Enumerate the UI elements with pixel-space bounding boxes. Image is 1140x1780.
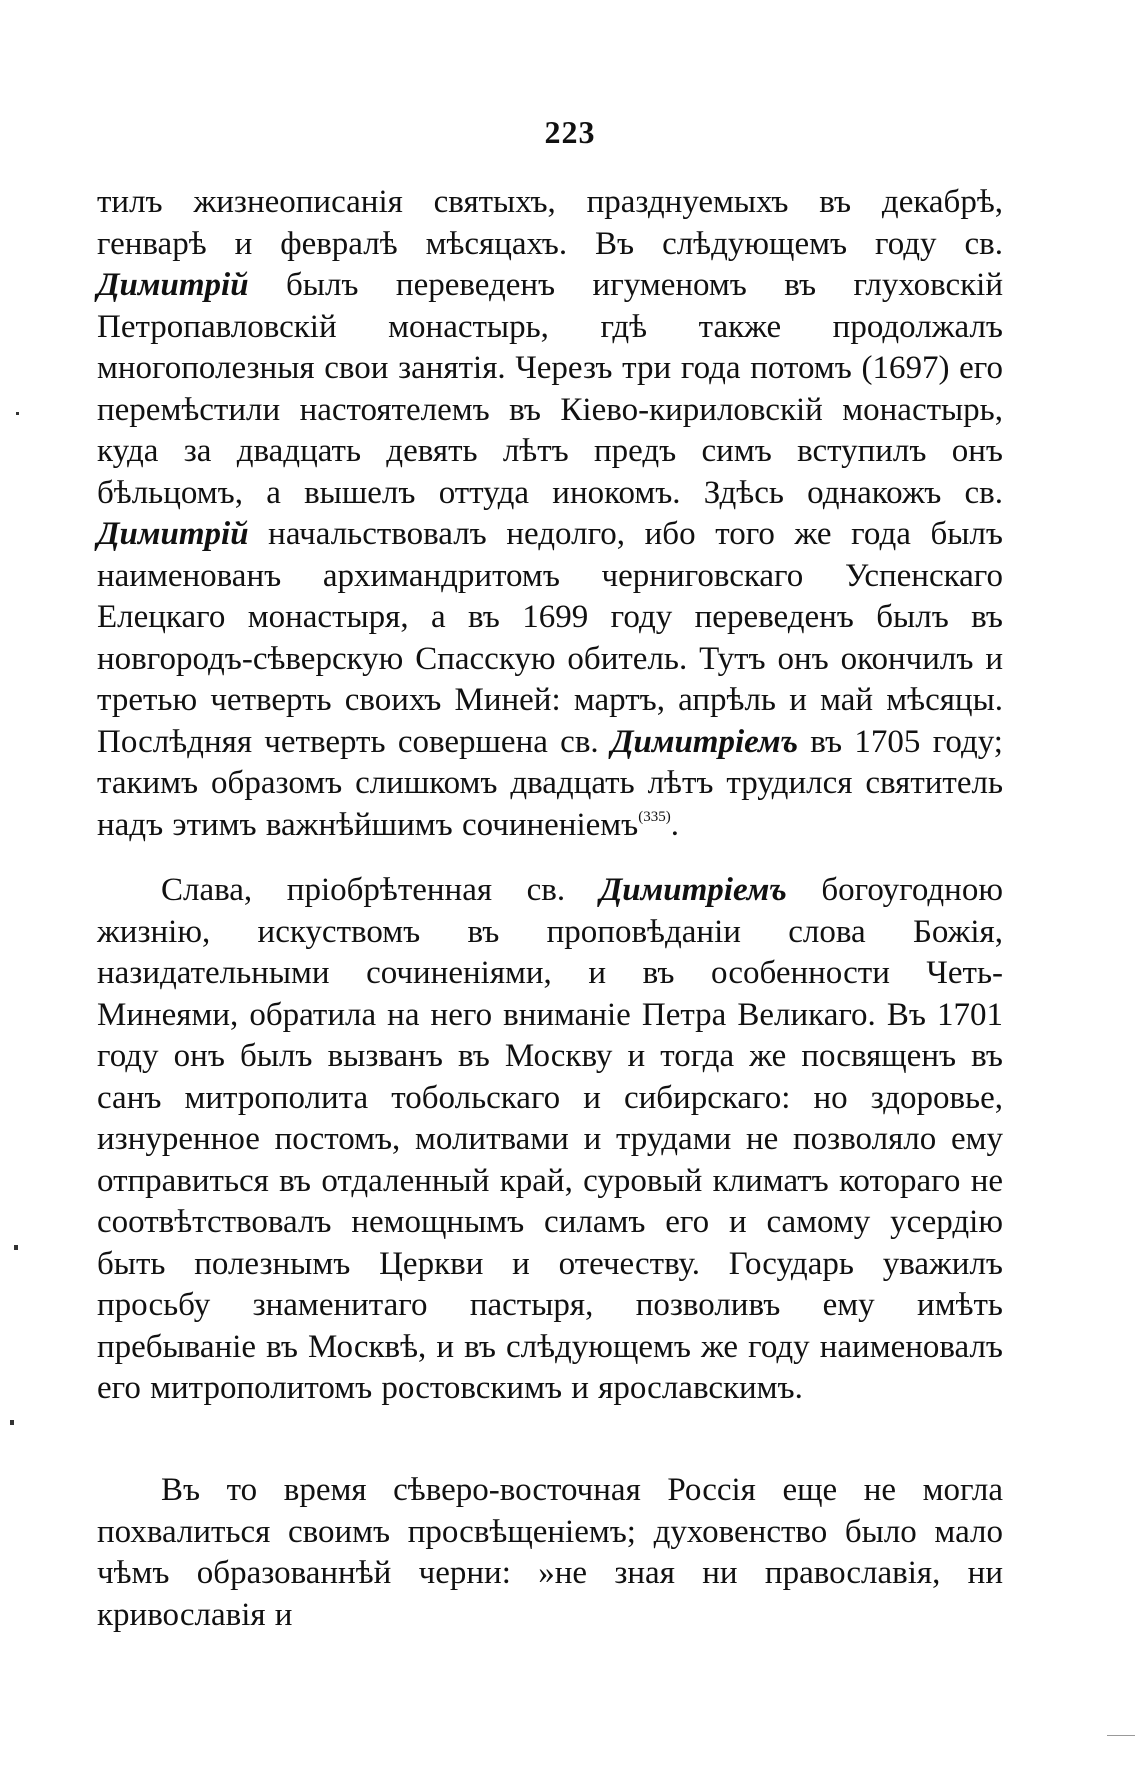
paragraph-1-text-2: былъ переведенъ игуменомъ въ глуховскій Петропавловскій монастырь, гдѣ также продолжалъ многополезныя свои занятія. Черезъ три года потомъ (1697) его перемѣстили настоятелемъ въ Кіево-кириловскій монастырь, куда за двадцать девять лѣтъ предъ симъ вступилъ онъ бѣльцомъ, а вышелъ оттуда инокомъ. Здѣсь однакожъ св. — [97, 267, 1003, 511]
scan-speck-2 — [14, 1245, 18, 1250]
paragraph-2-name-1: Димитріемъ — [599, 872, 787, 908]
scan-speck-3 — [10, 1420, 14, 1425]
paragraph-3-text-1: Въ то время сѣверо-восточная Россія еще не могла похвалиться своимъ просвѣщеніемъ; духовенство было мало чѣмъ образованнѣй черни: »не зная ни православія, ни кривославія и — [97, 1472, 1003, 1633]
paragraph-2 — [97, 870, 1003, 1410]
paragraph-1-text-3: начальствовалъ недолго, ибо того же года былъ наименованъ архимандритомъ черниговскаго Успенскаго Елецкаго монастыря, а въ 1699 году переведенъ былъ въ новгородъ-сѣверскую Спасскую обитель. Тутъ онъ окончилъ и третью четверть своихъ Миней: мартъ, апрѣль и май мѣсяцы. Послѣдняя четверть совершена св. — [97, 516, 1003, 760]
paragraph-1-text-5: . — [670, 806, 679, 843]
scan-speck-1 — [16, 412, 19, 415]
paragraph-3 — [97, 1470, 1003, 1636]
paragraph-1-text-1: тилъ жизнеописанія святыхъ, празднуемыхъ въ декабрѣ, генварѣ и февралѣ мѣсяцахъ. Въ слѣдующемъ году св. — [97, 184, 1003, 262]
scan-edge-line — [1107, 1735, 1135, 1736]
paragraph-1-text-4: въ 1705 году; такимъ образомъ слишкомъ двадцать лѣтъ трудился святитель надъ этимъ важнѣйшимъ сочиненіемъ — [97, 723, 1003, 843]
page-number: 223 — [544, 114, 596, 150]
paragraph-1 — [97, 182, 1003, 846]
footnote-marker: (335) — [638, 808, 671, 825]
paragraph-2-text-1: Слава, пріобрѣтенная св. — [161, 872, 600, 908]
paragraph-1-name-1: Димитрій — [97, 267, 249, 303]
paragraph-2-text-2: богоугодною жизнію, искуствомъ въ проповѣданіи слова Божія, назидательными сочиненіями, и въ особенности Четь-Минеями, обратила на него вниманіе Петра Великаго. Въ 1701 году онъ былъ вызванъ въ Москву и тогда же посвященъ въ санъ митрополита тобольскаго и сибирскаго: но здоровье, изнуренное постомъ, молитвами и трудами не позволяло ему отправиться въ отдаленный край, суровый климатъ котораго не соотвѣтствовалъ немощнымъ силамъ его и самому усердію быть полезнымъ Церкви и отечеству. Государь уважилъ просьбу знаменитаго пастыря, позволивъ ему имѣть пребываніе въ Москвѣ, и въ слѣдующемъ же году наименовалъ его митрополитомъ ростовскимъ и ярославскимъ. — [97, 872, 1003, 1406]
paragraph-1-name-2: Димитрій — [97, 516, 249, 552]
paragraph-1-name-3: Димитріемъ — [610, 723, 798, 760]
